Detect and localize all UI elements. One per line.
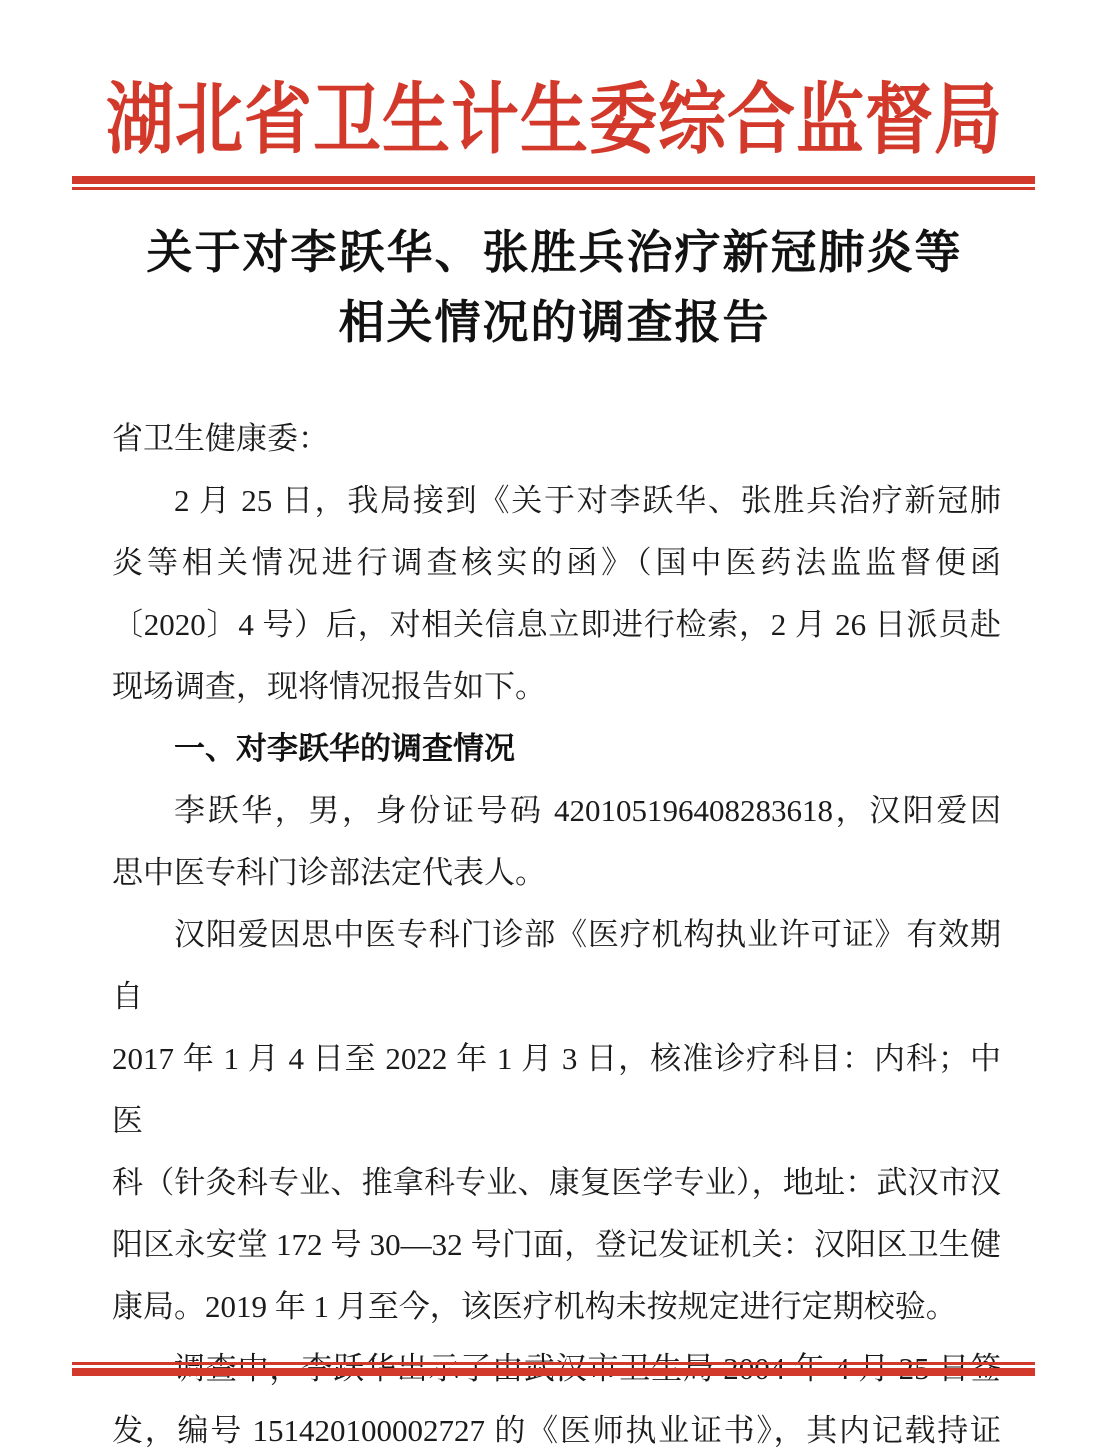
top-double-rule [72,176,1035,190]
paragraph4-line2: 发，编号 151420100002727 的《医师执业证书》，其内记载持证 [112,1413,1001,1448]
paragraph1-line1: 2 月 25 日，我局接到《关于对李跃华、张胜兵治疗新冠肺 [174,483,1001,518]
letterhead-org-name: 湖北省卫生计生委综合监督局 [105,76,1003,164]
paragraph1-line4: 现场调查，现将情况报告如下。 [112,669,546,704]
paragraph1-line3: 〔2020〕4 号）后，对相关信息立即进行检索，2 月 26 日派员赴 [112,607,1001,642]
paragraph1-line2: 炎等相关情况进行调查核实的函》（国中医药法监监督便函 [112,545,1001,580]
paragraph3-line5: 康局。2019 年 1 月至今，该医疗机构未按规定进行定期校验。 [112,1289,957,1324]
document-title-line1: 关于对李跃华、张胜兵治疗新冠肺炎等 [146,227,963,278]
document-title-line2: 相关情况的调查报告 [338,297,771,348]
top-rule-thin-bar [72,187,1035,190]
paragraph3-line3: 科（针灸科专业、推拿科专业、康复医学专业），地址：武汉市汉 [112,1165,1001,1200]
top-rule-thick-bar [72,176,1035,184]
letterhead [0,0,1109,164]
bottom-rule-thin-bar [72,1362,1035,1365]
paragraph2-line2: 思中医专科门诊部法定代表人。 [112,855,546,890]
document-body [112,408,1001,1452]
document-title [0,218,1109,358]
paragraph3-line4: 阳区永安堂 172 号 30—32 号门面，登记发证机关：汉阳区卫生健 [112,1227,1001,1262]
salutation: 省卫生健康委： [112,421,329,456]
section1-heading: 一、对李跃华的调查情况 [174,731,515,766]
paragraph2-line1: 李跃华，男，身份证号码 420105196408283618，汉阳爱因 [174,793,1001,828]
paragraph3-line2: 2017 年 1 月 4 日至 2022 年 1 月 3 日，核准诊疗科目：内科；中医 [112,1041,1001,1138]
bottom-rule-thick-bar [72,1368,1035,1376]
paragraph3-line1: 汉阳爱因思中医专科门诊部《医疗机构执业许可证》有效期自 [112,917,1001,1014]
bottom-double-rule [72,1362,1035,1376]
